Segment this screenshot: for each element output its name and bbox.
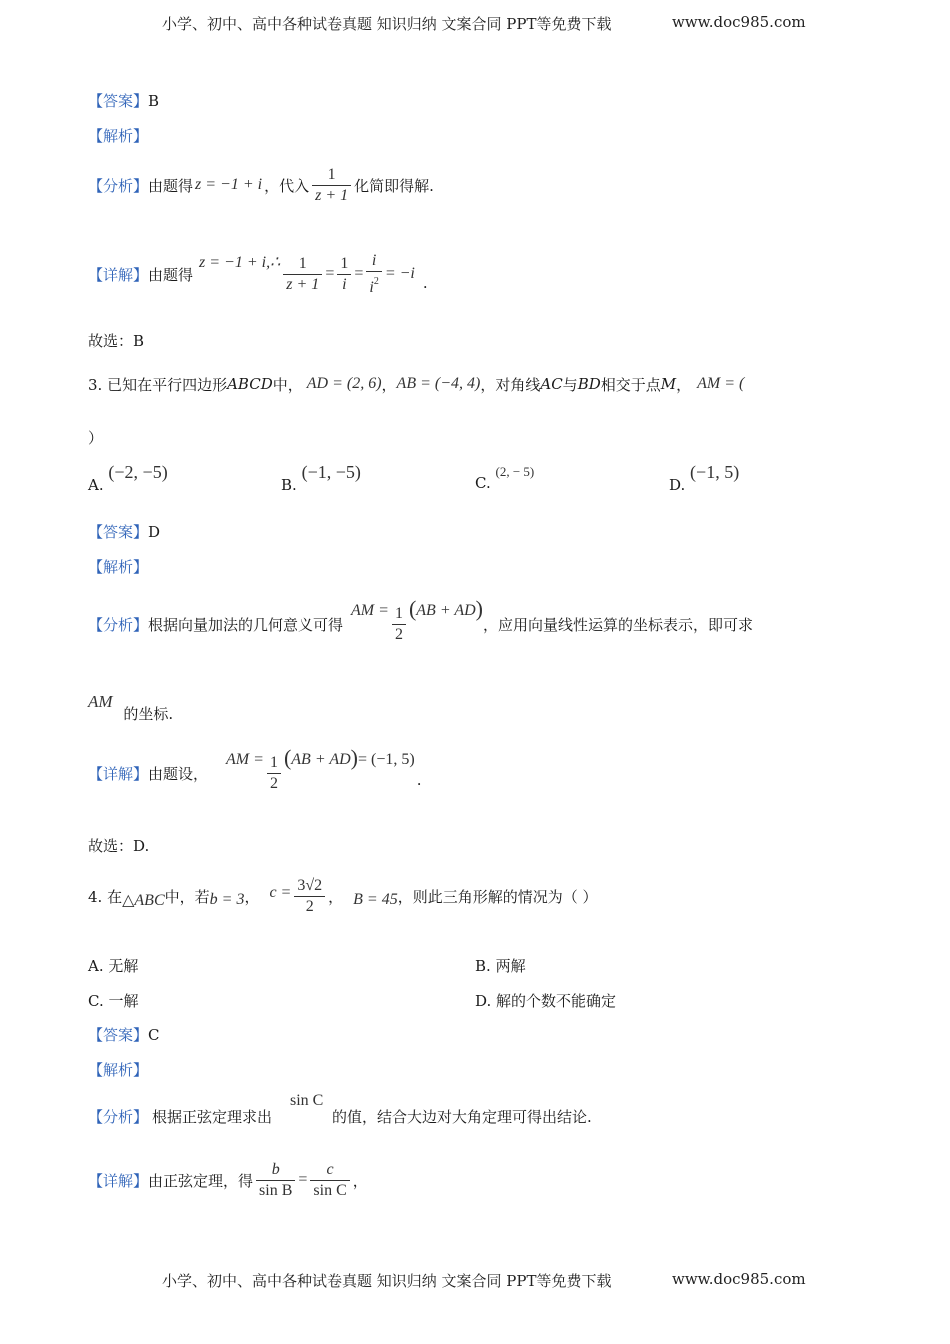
- q3-ab: AB = (−4, 4): [396, 375, 481, 392]
- q3-mid2: 相交于点: [600, 375, 661, 394]
- header-text: 小学、初中、高中各种试卷真题 知识归纳 文案合同 PPT等免费下载: [162, 15, 612, 33]
- q3-stem-close: ）: [88, 429, 104, 447]
- q3-answer-line: [88, 521, 160, 542]
- q2-detail-pre: 由题得: [148, 265, 194, 284]
- q2-fenxi-pre: 由题得: [148, 176, 194, 195]
- q3-fenxi-am2: AM: [88, 692, 113, 711]
- q2-fenxi-frac: $\frac{1}{z + 1}$: [312, 165, 351, 206]
- q4-detail-end: ，: [352, 1171, 368, 1190]
- q4-answer: C: [148, 1026, 160, 1044]
- answer-tag: 【答案】: [88, 523, 149, 541]
- q3-bd: BD: [577, 375, 601, 393]
- q2-detail-end: .: [422, 274, 428, 292]
- q4-stem-pre: 4. 在: [88, 887, 123, 906]
- header-url: www.doc985.com: [672, 13, 806, 31]
- q3-option-b[interactable]: B. (−1, −5): [281, 462, 361, 494]
- q4-detail-line: 【详解】 由正弦定理，得 $\frac{b}{\text{sin B}}$ = $\frac{c}{\text{sin C}}$ ，: [88, 1160, 368, 1199]
- q4-detail-pre: 由正弦定理，得: [148, 1171, 254, 1190]
- q2-fenxi-post: 化简即得解.: [354, 176, 434, 195]
- q3-ad: AD = (2, 6): [306, 375, 382, 392]
- q3-yu: 与: [562, 375, 578, 394]
- q3-am: AM = (: [697, 375, 745, 392]
- q3-fenxi-am: AM =: [351, 602, 389, 619]
- q4-c-lhs: c =: [269, 884, 292, 901]
- fenxi-tag: 【分析】: [88, 615, 149, 634]
- q2-answer-line: [88, 90, 159, 111]
- q2-fenxi-z: z = −1 + i: [195, 176, 263, 193]
- q2-fenxi-line: [88, 157, 434, 213]
- q3-abcd: ABCD: [227, 375, 273, 393]
- q3-analysis-tag: 【解析】: [88, 558, 149, 576]
- q4-option-d[interactable]: D. 解的个数不能确定: [475, 992, 617, 1010]
- detail-tag: 【详解】: [88, 764, 149, 783]
- q3-comma2: ，: [676, 375, 692, 394]
- q2-detail-frac1: $\frac{1}{z + 1}$: [283, 254, 322, 295]
- footer-text: 小学、初中、高中各种试卷真题 知识归纳 文案合同 PPT等免费下载: [162, 1272, 612, 1290]
- q3-fenxi-line2: [88, 692, 173, 724]
- q3-ac: AC: [540, 375, 563, 393]
- q4-fenxi-pre: 根据正弦定理求出: [152, 1108, 273, 1126]
- q4-option-a[interactable]: A. 无解: [88, 957, 139, 975]
- q2-answer: B: [148, 92, 160, 110]
- q3-fenxi-post2: 的坐标.: [123, 705, 174, 723]
- q3-option-a[interactable]: A. (−2, −5): [88, 462, 168, 494]
- q2-detail-line: 【详解】 由题得 z = −1 + i,∴ $\frac{1}{z + 1}$ = $\frac{1}{i}$ = $\frac{i}{i^2}$ = −i .: [88, 251, 428, 296]
- q3-detail-pre: 由题设，: [148, 764, 209, 783]
- q2-detail-rhs: = −i: [384, 265, 415, 282]
- q3-m: M: [660, 375, 677, 393]
- q2-detail-frac3: $\frac{i}{i^2}$: [366, 251, 381, 298]
- q4-analysis-tag: 【解析】: [88, 1061, 149, 1079]
- q3-fenxi-post: ，应用向量线性运算的坐标表示，即可求: [482, 615, 753, 634]
- q4-stem-mid: 中，若: [164, 887, 210, 906]
- q2-choice: 故选：B: [88, 332, 145, 350]
- q3-fenxi-half: $\frac{1}{2}$: [392, 604, 406, 645]
- q3-fenxi-line: 【分析】 根据向量加法的几何意义可得 AM = $\frac{1}{2}$ ( AB + AD ) ，应用向量线性运算的坐标表示，即可求: [88, 596, 753, 643]
- q4-option-c[interactable]: C. 一解: [88, 992, 139, 1010]
- q3-answer: D: [148, 523, 161, 541]
- q4-detail-frac1: $\frac{b}{\text{sin B}}$: [256, 1160, 295, 1201]
- q2-fenxi-mid: ，代入: [264, 176, 310, 195]
- answer-tag: 【答案】: [88, 1026, 149, 1044]
- q3-fenxi-inner: AB + AD: [416, 602, 476, 619]
- q2-detail-frac2: $\frac{1}{i}$: [337, 254, 351, 295]
- q4-stem: [88, 868, 598, 924]
- q4-tri: △ABC: [122, 892, 165, 909]
- q3-comma: ，: [381, 375, 397, 394]
- q4-answer-line: [88, 1024, 160, 1045]
- q3-option-c[interactable]: C. (2, − 5): [475, 464, 535, 492]
- footer-url: www.doc985.com: [672, 1270, 806, 1288]
- q4-comma2: ，: [328, 887, 344, 906]
- q3-option-d[interactable]: D. (−1, 5): [669, 462, 740, 494]
- q3-fenxi-pre: 根据向量加法的几何意义可得: [148, 615, 344, 634]
- detail-tag: 【详解】: [88, 1171, 149, 1190]
- detail-tag: 【详解】: [88, 265, 149, 284]
- q4-fenxi-sinC: sin C: [290, 1092, 324, 1109]
- q4-b: b = 3: [209, 891, 245, 908]
- fenxi-tag: 【分析】: [88, 176, 149, 195]
- q3-mid: ，对角线: [480, 375, 541, 394]
- q4-B: B = 45: [353, 891, 398, 908]
- q3-detail-end: .: [416, 771, 422, 789]
- q4-stem-post: ，则此三角形解的情况为（ ）: [397, 887, 598, 906]
- q3-zhong: 中，: [272, 375, 303, 394]
- q4-option-b[interactable]: B. 两解: [475, 957, 526, 975]
- q3-detail-am: AM =: [226, 751, 264, 768]
- q4-detail-frac2: $\frac{c}{\text{sin C}}$: [310, 1160, 349, 1201]
- q4-fenxi-post: 的值，结合大边对大角定理可得出结论.: [332, 1108, 592, 1126]
- q2-detail-lhs: z = −1 + i,∴: [199, 254, 281, 271]
- q3-stem-pre: 3. 已知在平行四边形: [88, 375, 228, 394]
- q3-detail-half: $\frac{1}{2}$: [267, 753, 281, 794]
- q3-choice: 故选：D.: [88, 837, 150, 855]
- q3-detail-line: 【详解】 由题设， AM = $\frac{1}{2}$ ( AB + AD ) = (−1, 5) .: [88, 745, 422, 792]
- answer-tag: 【答案】: [88, 92, 149, 110]
- q3-detail-inner: AB + AD: [291, 751, 351, 768]
- q3-detail-rhs: = (−1, 5): [357, 751, 415, 768]
- q4-c-frac: $\frac{3√2}{2}$: [294, 876, 325, 917]
- fenxi-tag: 【分析】: [88, 1108, 149, 1126]
- q2-analysis-tag: 【解析】: [88, 127, 149, 145]
- q4-comma: ，: [244, 887, 260, 906]
- q3-stem: [88, 368, 744, 400]
